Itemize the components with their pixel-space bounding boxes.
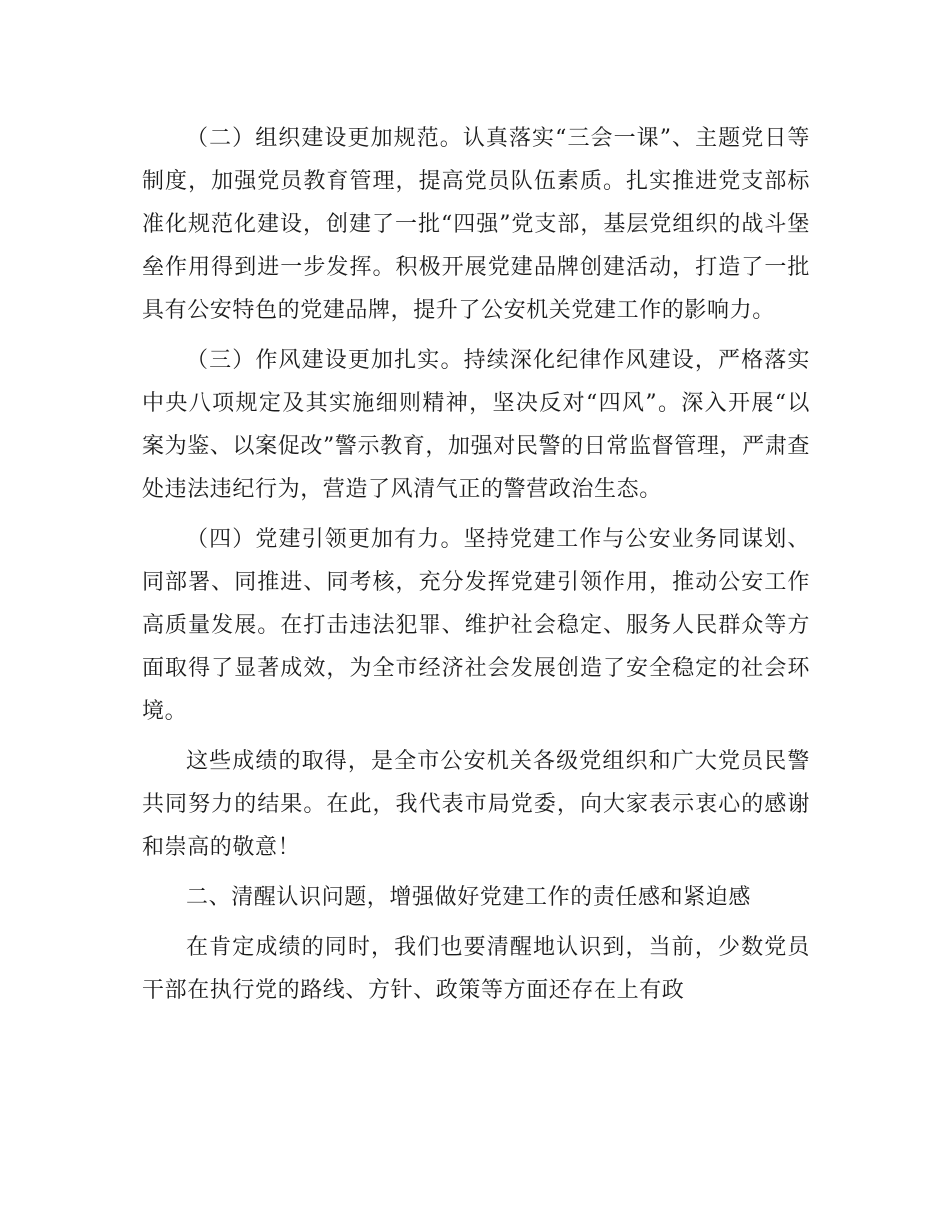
- section-heading-two: 二、清醒认识问题，增强做好党建工作的责任感和紧迫感: [186, 885, 752, 910]
- paragraph-organization-building: （二）组织建设更加规范。认真落实“三会一课”、主题党日等制度，加强党员教育管理，提高党员队伍素质。扎实推进党支部标准化规范化建设，创建了一批“四强”党支部，基层党组织的战斗堡垒作用得到进一步发挥。积极开展党建品牌创建活动，打造了一批具有公安特色的党建品牌，提升了公安机关党建工作的影响力。: [142, 126, 810, 323]
- paragraph-party-leadership: （四）党建引领更加有力。坚持党建工作与公安业务同谋划、同部署、同推进、同考核，充分发挥党建引领作用，推动公安工作高质量发展。在打击违法犯罪、维护社会稳定、服务人民群众等方面取得了显著成效，为全市经济社会发展创造了安全稳定的社会环境。: [142, 527, 810, 724]
- paragraph-problems: 在肯定成绩的同时，我们也要清醒地认识到，当前，少数党员干部在执行党的路线、方针、政策等方面还存在上有政: [142, 935, 810, 1003]
- document-body: [142, 117, 810, 1019]
- paragraph-acknowledgement: 这些成绩的取得，是全市公安机关各级党组织和广大党员民警共同努力的结果。在此，我代表市局党委，向大家表示衷心的感谢和崇高的敬意！: [142, 749, 810, 860]
- paragraph-work-style-building: （三）作风建设更加扎实。持续深化纪律作风建设，严格落实中央八项规定及其实施细则精神，坚决反对“四风”。深入开展“以案为鉴、以案促改”警示教育，加强对民警的日常监督管理，严肃查处违法违纪行为，营造了风清气正的警营政治生态。: [142, 348, 810, 502]
